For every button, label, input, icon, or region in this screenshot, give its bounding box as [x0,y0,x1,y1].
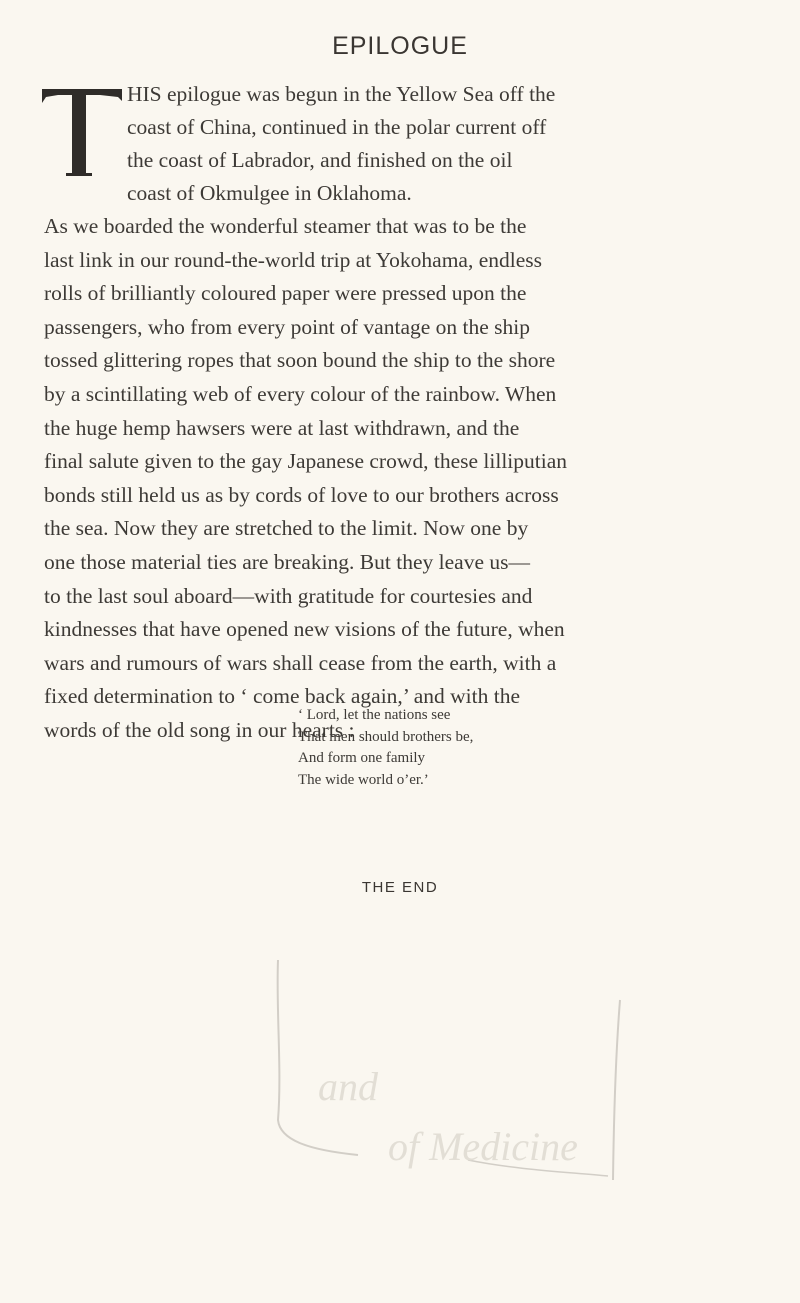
body-paragraph [44,210,768,748]
text-line: final salute given to the gay Japanese crowd, these lilliputian [44,449,568,474]
text-line: the huge hemp hawsers were at last withdrawn, and the [44,415,520,440]
verse-line: And form one family [298,750,426,766]
library-stamp-mark [268,950,628,1190]
text-line: As we boarded the wonderful steamer that was to be the [44,214,527,238]
text-line: one those material ties are breaking. But they leave us— [44,549,530,574]
verse-line: That men should brothers be, [298,728,474,745]
the-end-label: THE END [361,879,439,896]
text-line: kindnesses that have opened new visions of the future, when [44,617,565,642]
text-line: coast of Okmulgee in Oklahoma. [127,181,412,205]
text-line: wars and rumours of wars shall cease from the earth, with a [44,650,557,675]
text-line: coast of China, continued in the polar current off [127,115,547,139]
svg-text:of Medicine: of Medicine [388,1124,578,1169]
text-line: to the last soul aboard—with gratitude for courtesies and [44,583,533,608]
text-line: fixed determination to ‘ come back again,’ and with the [44,684,521,709]
text-line: bonds still held us as by cords of love to our brothers across [44,482,559,507]
faded-stamp-graphic [268,950,628,1190]
text-line: the sea. Now they are stretched to the limit. Now one by [44,516,529,541]
text-line: HIS epilogue was begun in the Yellow Sea off the [127,82,556,106]
text-line: by a scintillating web of every colour of the rainbow. When [44,381,557,406]
svg-text:and: and [318,1064,378,1109]
drop-cap-t-glyph [40,87,124,177]
drop-cap-letter [40,87,124,177]
text-line: words of the old song in our hearts : [44,717,355,742]
text-line: rolls of brilliantly coloured paper were pressed upon the [44,281,527,306]
opening-paragraph [127,78,767,210]
verse-line: ‘ Lord, let the nations see [298,707,451,723]
verse-line: The wide world o’er.’ [298,771,429,788]
text-line: passengers, who from every point of vantage on the ship [44,314,531,339]
page-heading: EPILOGUE [332,32,468,60]
text-line: tossed glittering ropes that soon bound the ship to the shore [44,348,556,373]
verse-quotation [298,705,473,791]
text-line: the coast of Labrador, and finished on the oil [127,148,513,172]
text-line: last link in our round-the-world trip at Yokohama, endless [44,247,543,272]
